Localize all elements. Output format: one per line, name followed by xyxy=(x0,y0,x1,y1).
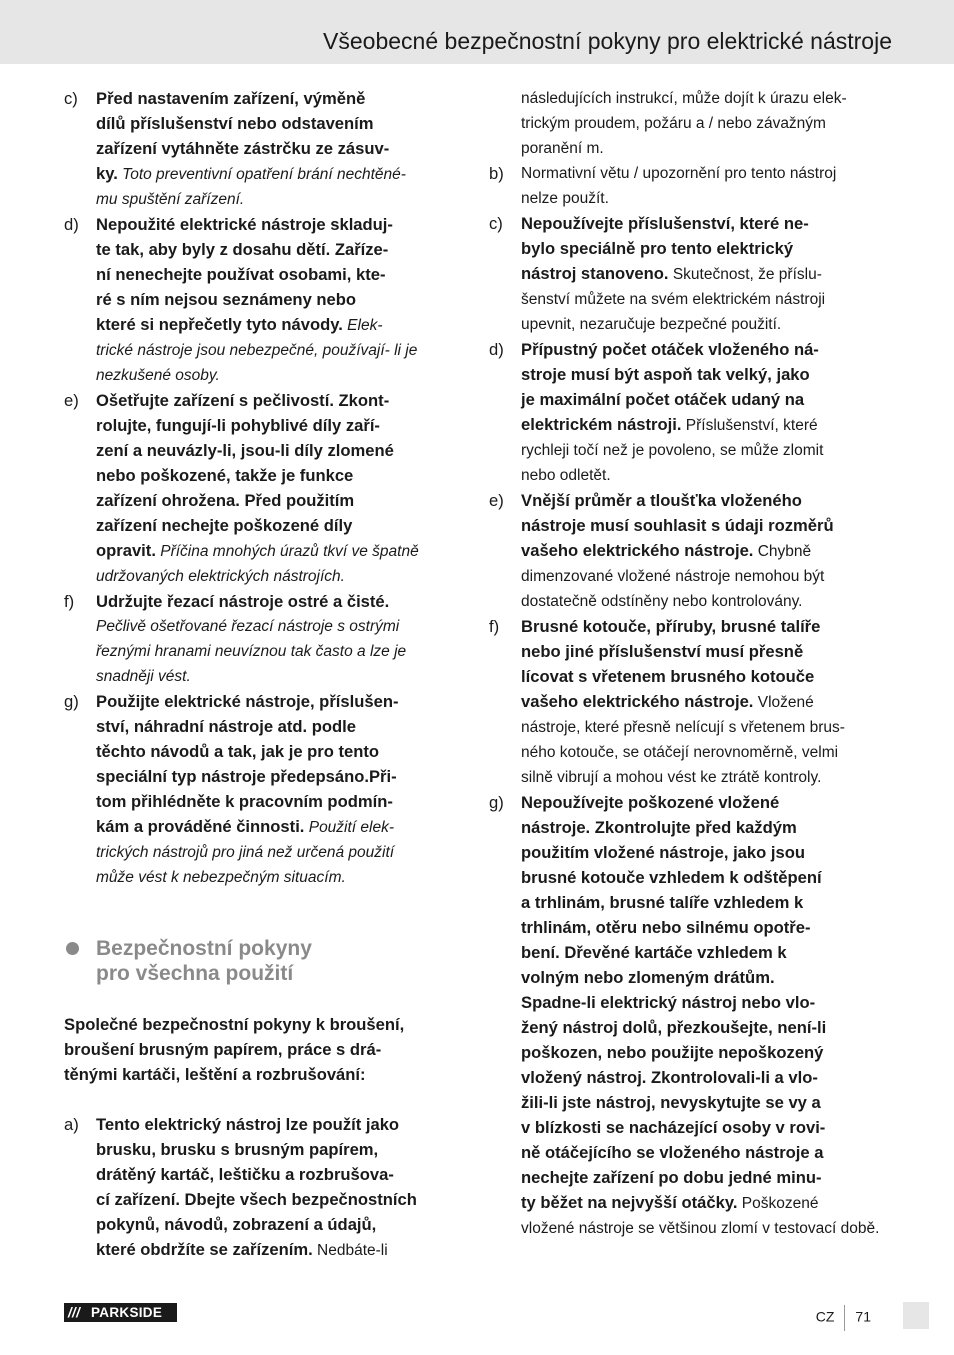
page-footer xyxy=(816,1305,871,1331)
text-line: pokynů, návodů, zobrazení a údajů, xyxy=(96,1215,377,1234)
bold-text: vašeho elektrického nástroje. xyxy=(521,692,754,711)
text-line: nelze použít. xyxy=(521,190,609,207)
text-line: Přípustný počet otáček vloženého ná- xyxy=(521,340,819,359)
text-line: nástroje musí souhlasit s údaji rozměrů xyxy=(521,516,834,535)
text-line: v blízkosti se nacházející osoby v rovi- xyxy=(521,1118,826,1137)
list-item-b xyxy=(489,161,891,211)
text-line: Nepoužité elektrické nástroje skladuj- xyxy=(96,215,393,234)
right-column xyxy=(489,86,891,1241)
text-line: Tento elektrický nástroj lze použít jako xyxy=(96,1115,400,1134)
page-title: Všeobecné bezpečnostní pokyny pro elektrické nástroje xyxy=(323,28,892,54)
text-line: trické nástroje jsou nebezpečné, používají- li je xyxy=(96,342,418,359)
item-marker: b) xyxy=(489,164,504,183)
language-code: CZ xyxy=(815,1308,835,1325)
spacer xyxy=(64,1087,466,1112)
italic-text: Toto preventivní opatření brání nechtěné- xyxy=(117,166,406,183)
text-line: zařízení nechejte poškozené díly xyxy=(96,516,353,535)
item-marker: c) xyxy=(64,89,78,108)
text-line: lícovat s vřetenem brusného kotouče xyxy=(521,667,815,686)
text-line: brusku, brusku s brusným papírem, xyxy=(96,1140,379,1159)
text-line: Udržujte řezací nástroje ostré a čisté. xyxy=(96,592,390,611)
list-item-a xyxy=(64,1112,466,1263)
text-line: speciální typ nástroje předepsáno.Při- xyxy=(96,767,397,786)
footer-divider xyxy=(844,1305,845,1331)
text-line: Společné bezpečnostní pokyny k broušení, xyxy=(64,1015,405,1034)
normal-text: Skutečnost, že příslu- xyxy=(668,266,822,283)
logo-text: PARKSIDE xyxy=(91,1305,163,1320)
italic-text: Příčina mnohých úrazů tkví ve špatně xyxy=(155,543,419,560)
page-number: 71 xyxy=(855,1308,871,1325)
item-marker: c) xyxy=(489,214,503,233)
text-line: mu spuštění zařízení. xyxy=(96,191,245,208)
italic-text: Elek- xyxy=(342,317,383,334)
text-line: a trhlinám, brusné talíře vzhledem k xyxy=(521,893,804,912)
normal-text: Chybně xyxy=(753,543,812,560)
text-line: Nepoužívejte poškozené vložené xyxy=(521,793,780,812)
text-line: brusné kotouče vzhledem k odštěpení xyxy=(521,868,822,887)
text-line: nezkušené osoby. xyxy=(96,367,220,384)
left-column xyxy=(64,86,466,1263)
text-line: těchto návodů a tak, jak je pro tento xyxy=(96,742,380,761)
text-line: Brusné kotouče, příruby, brusné talíře xyxy=(521,617,821,636)
text-line: nebo poškozené, takže je funkce xyxy=(96,466,354,485)
item-marker: f) xyxy=(64,592,75,611)
text-line: zařízení vytáhněte zástrčku ze zásuv- xyxy=(96,139,390,158)
item-marker: f) xyxy=(489,617,500,636)
text-line: ně otáčejícího se vloženého nástroje a xyxy=(521,1143,824,1162)
text-line xyxy=(521,261,891,287)
list-item-continued xyxy=(489,86,891,161)
text-line: Normativní větu / upozornění pro tento nástroj xyxy=(521,165,837,182)
normal-text: Příslušenství, které xyxy=(681,417,818,434)
text-line: je maximální počet otáček udaný na xyxy=(521,390,805,409)
text-line: ného kotouče, se otáčejí nerovnoměrně, velmi xyxy=(521,744,839,761)
list-item-d xyxy=(64,212,466,388)
text-line: nebo odletět. xyxy=(521,467,611,484)
item-marker: e) xyxy=(64,391,79,410)
parkside-logo xyxy=(64,1303,177,1322)
item-marker: d) xyxy=(489,340,504,359)
intro-paragraph xyxy=(64,1012,466,1087)
list-item-d xyxy=(489,337,891,488)
text-line: bení. Dřevěné kartáče vzhledem k xyxy=(521,943,787,962)
text-line xyxy=(96,1237,466,1263)
bold-text: opravit. xyxy=(96,541,156,560)
bold-text: nástroj stanoveno. xyxy=(521,264,669,283)
list-item-c xyxy=(489,211,891,337)
text-line: zení a neuvázly-li, jsou-li díly zlomené xyxy=(96,441,394,460)
item-marker: g) xyxy=(64,692,79,711)
bold-text: ty běžet na nejvyšší otáčky. xyxy=(521,1193,738,1212)
section-heading-line: Bezpečnostní pokyny xyxy=(96,937,312,960)
text-line: Použijte elektrické nástroje, příslušen- xyxy=(96,692,399,711)
text-line: cí zařízení. Dbejte všech bezpečnostních xyxy=(96,1190,417,1209)
bullet-icon xyxy=(66,942,79,955)
item-marker: a) xyxy=(64,1115,79,1134)
item-marker: g) xyxy=(489,793,504,812)
text-line: rolujte, fungují-li pohyblivé díly zaří- xyxy=(96,416,380,435)
text-line xyxy=(96,814,466,840)
bold-text: elektrickém nástroji. xyxy=(521,415,682,434)
text-line: poranění m. xyxy=(521,140,604,157)
normal-text: Nedbáte-li xyxy=(312,1242,388,1259)
text-line: ré s ním nejsou seznámeny nebo xyxy=(96,290,357,309)
text-line xyxy=(521,538,891,564)
text-line: trhlinám, otěru nebo silnému opotře- xyxy=(521,918,811,937)
text-line: nebo jiné příslušenství musí přesně xyxy=(521,642,804,661)
normal-text: Vložené xyxy=(753,694,814,711)
text-line: poškozen, nebo použijte nepoškozený xyxy=(521,1043,824,1062)
section-heading-line: pro všechna použití xyxy=(96,962,294,985)
list-item-e xyxy=(64,388,466,589)
text-line: bylo speciálně pro tento elektrický xyxy=(521,239,794,258)
logo-slashes: /// xyxy=(68,1305,81,1320)
bold-text: vašeho elektrického nástroje. xyxy=(521,541,754,560)
text-line xyxy=(521,1190,891,1216)
text-line: následujících instrukcí, může dojít k úrazu elek- xyxy=(521,90,847,107)
text-line: zařízení ohrožena. Před použitím xyxy=(96,491,355,510)
section-heading xyxy=(64,936,466,986)
footer-box xyxy=(903,1302,929,1329)
text-line: ní nenechejte používat osobami, kte- xyxy=(96,265,386,284)
text-line: snadněji vést. xyxy=(96,668,191,685)
text-line: ství, náhradní nástroje atd. podle xyxy=(96,717,357,736)
text-line: vložené nástroje se většinou zlomí v testovací době. xyxy=(521,1220,880,1237)
text-line: může vést k nebezpečným situacím. xyxy=(96,869,346,886)
text-line: nástroje. Zkontrolujte před každým xyxy=(521,818,797,837)
header-bar xyxy=(0,0,954,64)
text-line: drátěný kartáč, leštičku a rozbrušova- xyxy=(96,1165,394,1184)
text-line: Nepoužívejte příslušenství, které ne- xyxy=(521,214,809,233)
text-line xyxy=(521,412,891,438)
text-line: Ošetřujte zařízení s pečlivostí. Zkont- xyxy=(96,391,390,410)
text-line: Vnější průměr a tloušťka vloženého xyxy=(521,491,802,510)
italic-text: Použití elek- xyxy=(304,819,395,836)
text-line: vložený nástroj. Zkontrolovali-li a vlo- xyxy=(521,1068,818,1087)
text-line: dostatečně odstíněny nebo kontrolovány. xyxy=(521,593,803,610)
text-line: Pečlivě ošetřované řezací nástroje s ostrými xyxy=(96,618,400,635)
text-line: žili-li jste nástroj, nevyskytujte se vy a xyxy=(521,1093,821,1112)
text-line: dimenzované vložené nástroje nemohou být xyxy=(521,568,825,585)
bold-text: kám a prováděné činnosti. xyxy=(96,817,305,836)
text-line: nechejte zařízení po dobu jedné minu- xyxy=(521,1168,822,1187)
bold-text: ky. xyxy=(96,164,118,183)
bold-text: které obdržíte se zařízením. xyxy=(96,1240,313,1259)
text-line xyxy=(96,538,466,564)
text-line: broušení brusným papírem, práce s drá- xyxy=(64,1040,382,1059)
list-item-f xyxy=(489,614,891,790)
text-line: žený nástroj dolů, přezkoušejte, není-li xyxy=(521,1018,827,1037)
text-line: nástroje, které přesně nelícují s vřetenem brus- xyxy=(521,719,845,736)
text-line: dílů příslušenství nebo odstavením xyxy=(96,114,374,133)
text-line: použitím vložené nástroje, jako jsou xyxy=(521,843,805,862)
normal-text: Poškozené xyxy=(737,1195,819,1212)
item-marker: d) xyxy=(64,215,79,234)
list-item-g xyxy=(64,689,466,890)
text-line: upevnit, nezaručuje bezpečné použití. xyxy=(521,316,782,333)
list-item-f xyxy=(64,589,466,689)
text-line: udržovaných elektrických nástrojích. xyxy=(96,568,345,585)
text-line: šenství můžete na svém elektrickém nástroji xyxy=(521,291,826,308)
text-line: těnými kartáči, leštění a rozbrušování: xyxy=(64,1065,366,1084)
text-line xyxy=(96,312,466,338)
text-line: stroje musí být aspoň tak velký, jako xyxy=(521,365,810,384)
text-line: trickým proudem, požáru a / nebo závažným xyxy=(521,115,826,132)
text-line: volným nebo zlomeným drátům. xyxy=(521,968,775,987)
list-item-e xyxy=(489,488,891,614)
bold-text: které si nepřečetly tyto návody. xyxy=(96,315,343,334)
text-line: rychleji točí než je povoleno, se může zlomit xyxy=(521,442,824,459)
list-item-c xyxy=(64,86,466,212)
list-item-g xyxy=(489,790,891,1241)
text-line xyxy=(521,689,891,715)
text-line xyxy=(96,161,466,187)
text-line: te tak, aby byly z dosahu dětí. Zaříze- xyxy=(96,240,389,259)
text-line: silně vibrují a mohou vést ke ztrátě kontroly. xyxy=(521,769,822,786)
text-line: Před nastavením zařízení, výměně xyxy=(96,89,366,108)
text-line: Spadne-li elektrický nástroj nebo vlo- xyxy=(521,993,816,1012)
text-line: řeznými hranami neuvíznou tak často a lze je xyxy=(96,643,407,660)
item-marker: e) xyxy=(489,491,504,510)
text-line: trických nástrojů pro jiná než určená použití xyxy=(96,844,395,861)
text-line: tom přihlédněte k pracovním podmín- xyxy=(96,792,393,811)
